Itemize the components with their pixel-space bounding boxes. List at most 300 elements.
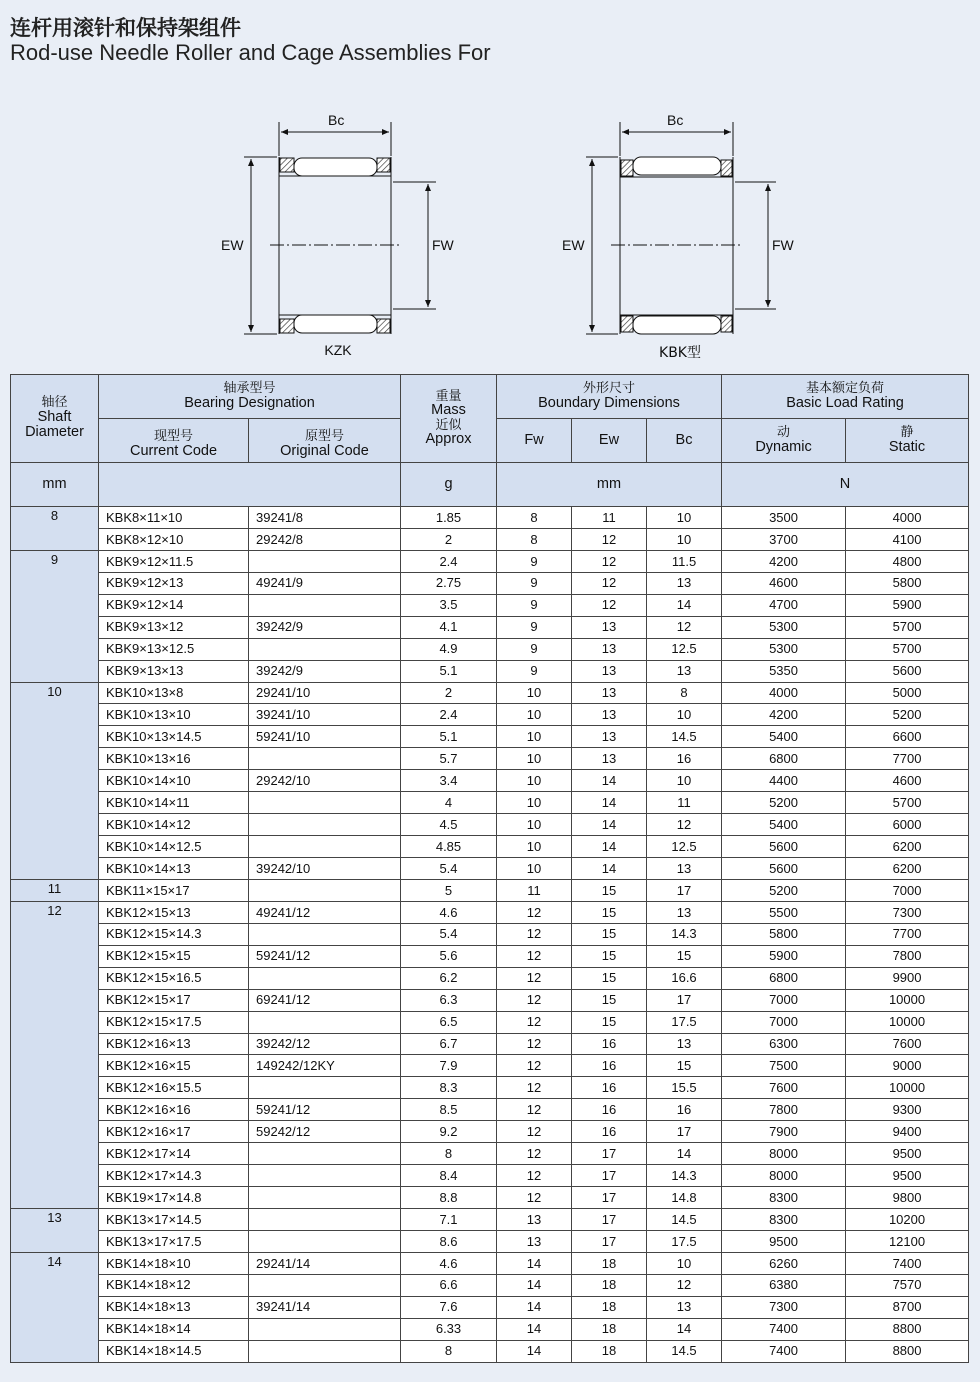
- bc-cell: 10: [647, 1252, 722, 1274]
- dynamic-cell: 5900: [722, 945, 846, 967]
- ew-cell: 12: [572, 572, 647, 594]
- static-cell: 9400: [846, 1121, 969, 1143]
- header-bearing-designation: 轴承型号 Bearing Designation: [99, 375, 401, 419]
- fw-cell: 10: [497, 792, 572, 814]
- bc-cell: 13: [647, 1296, 722, 1318]
- static-cell: 6000: [846, 814, 969, 836]
- fw-cell: 12: [497, 1099, 572, 1121]
- kzk-diagram: [244, 122, 436, 334]
- table-row: [11, 704, 969, 726]
- bc-cell: 10: [647, 770, 722, 792]
- current-code-cell: KBK12×15×17: [99, 989, 249, 1011]
- dynamic-cell: 6380: [722, 1274, 846, 1296]
- kzk-fw-label: FW: [432, 237, 454, 253]
- mass-cell: 5.6: [401, 945, 497, 967]
- static-cell: 9000: [846, 1055, 969, 1077]
- ew-cell: 17: [572, 1143, 647, 1165]
- fw-cell: 8: [497, 528, 572, 550]
- header-current-code: 现型号 Current Code: [99, 419, 249, 463]
- header-dynamic: 动 Dynamic: [722, 419, 846, 463]
- header-shaft-diameter: 轴径 Shaft Diameter: [11, 375, 99, 463]
- mass-cell: 2.4: [401, 704, 497, 726]
- bc-cell: 11.5: [647, 550, 722, 572]
- current-code-cell: KBK12×15×14.3: [99, 923, 249, 945]
- dynamic-cell: 5800: [722, 923, 846, 945]
- dynamic-cell: 9500: [722, 1230, 846, 1252]
- shaft-diameter-cell: 11: [11, 879, 99, 901]
- fw-cell: 12: [497, 1011, 572, 1033]
- dynamic-cell: 5200: [722, 879, 846, 901]
- bc-cell: 12.5: [647, 836, 722, 858]
- ew-cell: 12: [572, 594, 647, 616]
- static-cell: 7700: [846, 923, 969, 945]
- current-code-cell: KBK9×12×11.5: [99, 550, 249, 572]
- fw-cell: 14: [497, 1318, 572, 1340]
- fw-cell: 12: [497, 989, 572, 1011]
- mass-cell: 6.2: [401, 967, 497, 989]
- static-cell: 5800: [846, 572, 969, 594]
- original-code-cell: [249, 1274, 401, 1296]
- shaft-diameter-cell: 14: [11, 1252, 99, 1362]
- bc-cell: 10: [647, 507, 722, 529]
- page-title-english: Rod-use Needle Roller and Cage Assemblies For: [10, 40, 491, 65]
- mass-cell: 7.6: [401, 1296, 497, 1318]
- static-cell: 10000: [846, 1077, 969, 1099]
- table-row: [11, 1165, 969, 1187]
- original-code-cell: [249, 1318, 401, 1340]
- original-code-cell: 29242/10: [249, 770, 401, 792]
- header-mass: 重量 Mass 近似 Approx: [401, 375, 497, 463]
- static-cell: 9500: [846, 1165, 969, 1187]
- static-cell: 6200: [846, 858, 969, 880]
- bc-cell: 14.3: [647, 923, 722, 945]
- bc-cell: 14.5: [647, 1209, 722, 1231]
- dynamic-cell: 8300: [722, 1187, 846, 1209]
- bc-cell: 12: [647, 814, 722, 836]
- current-code-cell: KBK9×12×14: [99, 594, 249, 616]
- fw-cell: 12: [497, 923, 572, 945]
- original-code-cell: [249, 1165, 401, 1187]
- ew-cell: 16: [572, 1099, 647, 1121]
- header-original-code: 原型号 Original Code: [249, 419, 401, 463]
- original-code-cell: [249, 1209, 401, 1231]
- current-code-cell: KBK14×18×14: [99, 1318, 249, 1340]
- bc-cell: 17: [647, 1121, 722, 1143]
- table-row: [11, 1296, 969, 1318]
- shaft-diameter-cell: 10: [11, 682, 99, 879]
- table-row: [11, 1033, 969, 1055]
- static-cell: 8800: [846, 1318, 969, 1340]
- header-unit-load: N: [722, 463, 969, 507]
- current-code-cell: KBK10×14×10: [99, 770, 249, 792]
- table-row: [11, 901, 969, 923]
- ew-cell: 18: [572, 1318, 647, 1340]
- table-row: [11, 1209, 969, 1231]
- mass-cell: 2: [401, 528, 497, 550]
- fw-cell: 12: [497, 1187, 572, 1209]
- table-row: [11, 682, 969, 704]
- bc-cell: 16: [647, 1099, 722, 1121]
- current-code-cell: KBK14×18×14.5: [99, 1340, 249, 1362]
- header-fw: Fw: [497, 419, 572, 463]
- original-code-cell: [249, 1143, 401, 1165]
- fw-cell: 14: [497, 1296, 572, 1318]
- header-boundary-dimensions: 外形尺寸 Boundary Dimensions: [497, 375, 722, 419]
- static-cell: 8800: [846, 1340, 969, 1362]
- dynamic-cell: 6300: [722, 1033, 846, 1055]
- header-bc: Bc: [647, 419, 722, 463]
- kbk-bc-label: Bc: [667, 112, 684, 128]
- static-cell: 5700: [846, 616, 969, 638]
- ew-cell: 15: [572, 989, 647, 1011]
- ew-cell: 13: [572, 616, 647, 638]
- table-row: [11, 660, 969, 682]
- fw-cell: 10: [497, 682, 572, 704]
- original-code-cell: [249, 1187, 401, 1209]
- fw-cell: 10: [497, 704, 572, 726]
- static-cell: 9900: [846, 967, 969, 989]
- original-code-cell: [249, 638, 401, 660]
- ew-cell: 15: [572, 945, 647, 967]
- dynamic-cell: 7000: [722, 989, 846, 1011]
- table-row: [11, 550, 969, 572]
- ew-cell: 13: [572, 682, 647, 704]
- table-row: [11, 1143, 969, 1165]
- mass-cell: 3.4: [401, 770, 497, 792]
- table-row: [11, 572, 969, 594]
- mass-cell: 8: [401, 1340, 497, 1362]
- bc-cell: 14.3: [647, 1165, 722, 1187]
- kzk-bc-label: Bc: [328, 112, 345, 128]
- mass-cell: 8.5: [401, 1099, 497, 1121]
- ew-cell: 18: [572, 1340, 647, 1362]
- table-row: [11, 748, 969, 770]
- dynamic-cell: 5600: [722, 858, 846, 880]
- kzk-diagram-label: KZK: [324, 342, 352, 358]
- dynamic-cell: 8300: [722, 1209, 846, 1231]
- ew-cell: 12: [572, 528, 647, 550]
- current-code-cell: KBK13×17×17.5: [99, 1230, 249, 1252]
- header-unit-dimensions: mm: [497, 463, 722, 507]
- bc-cell: 14.8: [647, 1187, 722, 1209]
- table-row: [11, 1121, 969, 1143]
- current-code-cell: KBK10×14×11: [99, 792, 249, 814]
- bc-cell: 11: [647, 792, 722, 814]
- original-code-cell: [249, 550, 401, 572]
- ew-cell: 13: [572, 660, 647, 682]
- original-code-cell: 29241/10: [249, 682, 401, 704]
- dynamic-cell: 4400: [722, 770, 846, 792]
- original-code-cell: 39241/10: [249, 704, 401, 726]
- header-unit-shaft: mm: [11, 463, 99, 507]
- current-code-cell: KBK12×17×14: [99, 1143, 249, 1165]
- dynamic-cell: 4000: [722, 682, 846, 704]
- kbk-diagram: [586, 122, 776, 334]
- static-cell: 10200: [846, 1209, 969, 1231]
- mass-cell: 5.7: [401, 748, 497, 770]
- original-code-cell: 59242/12: [249, 1121, 401, 1143]
- original-code-cell: [249, 879, 401, 901]
- fw-cell: 14: [497, 1340, 572, 1362]
- original-code-cell: 49241/9: [249, 572, 401, 594]
- shaft-diameter-cell: 13: [11, 1209, 99, 1253]
- table-row: [11, 770, 969, 792]
- fw-cell: 10: [497, 726, 572, 748]
- original-code-cell: 39242/9: [249, 660, 401, 682]
- fw-cell: 10: [497, 814, 572, 836]
- original-code-cell: 29242/8: [249, 528, 401, 550]
- static-cell: 5700: [846, 638, 969, 660]
- original-code-cell: [249, 814, 401, 836]
- original-code-cell: [249, 748, 401, 770]
- mass-cell: 6.5: [401, 1011, 497, 1033]
- fw-cell: 12: [497, 1077, 572, 1099]
- bc-cell: 15: [647, 945, 722, 967]
- dynamic-cell: 4200: [722, 550, 846, 572]
- bc-cell: 8: [647, 682, 722, 704]
- ew-cell: 15: [572, 967, 647, 989]
- dynamic-cell: 6800: [722, 967, 846, 989]
- bc-cell: 15: [647, 1055, 722, 1077]
- mass-cell: 6.33: [401, 1318, 497, 1340]
- original-code-cell: 39241/8: [249, 507, 401, 529]
- dynamic-cell: 5600: [722, 836, 846, 858]
- static-cell: 7300: [846, 901, 969, 923]
- dynamic-cell: 7300: [722, 1296, 846, 1318]
- fw-cell: 12: [497, 901, 572, 923]
- current-code-cell: KBK10×13×10: [99, 704, 249, 726]
- original-code-cell: 69241/12: [249, 989, 401, 1011]
- fw-cell: 10: [497, 858, 572, 880]
- static-cell: 6600: [846, 726, 969, 748]
- fw-cell: 12: [497, 945, 572, 967]
- table-row: [11, 1099, 969, 1121]
- table-row: [11, 1077, 969, 1099]
- dynamic-cell: 8000: [722, 1143, 846, 1165]
- current-code-cell: KBK14×18×10: [99, 1252, 249, 1274]
- ew-cell: 14: [572, 858, 647, 880]
- dynamic-cell: 4600: [722, 572, 846, 594]
- current-code-cell: KBK9×13×13: [99, 660, 249, 682]
- static-cell: 5700: [846, 792, 969, 814]
- table-row: [11, 1011, 969, 1033]
- static-cell: 6200: [846, 836, 969, 858]
- fw-cell: 12: [497, 1033, 572, 1055]
- ew-cell: 17: [572, 1230, 647, 1252]
- mass-cell: 4.9: [401, 638, 497, 660]
- fw-cell: 9: [497, 638, 572, 660]
- bc-cell: 15.5: [647, 1077, 722, 1099]
- table-row: [11, 638, 969, 660]
- dynamic-cell: 3500: [722, 507, 846, 529]
- current-code-cell: KBK9×13×12: [99, 616, 249, 638]
- static-cell: 7600: [846, 1033, 969, 1055]
- table-row: [11, 836, 969, 858]
- dynamic-cell: 5400: [722, 814, 846, 836]
- current-code-cell: KBK12×16×13: [99, 1033, 249, 1055]
- table-row: [11, 616, 969, 638]
- current-code-cell: KBK19×17×14.8: [99, 1187, 249, 1209]
- dynamic-cell: 7400: [722, 1340, 846, 1362]
- mass-cell: 9.2: [401, 1121, 497, 1143]
- ew-cell: 16: [572, 1055, 647, 1077]
- original-code-cell: [249, 1230, 401, 1252]
- fw-cell: 12: [497, 1055, 572, 1077]
- bc-cell: 13: [647, 572, 722, 594]
- bc-cell: 14.5: [647, 726, 722, 748]
- current-code-cell: KBK10×13×8: [99, 682, 249, 704]
- table-row: [11, 879, 969, 901]
- static-cell: 7570: [846, 1274, 969, 1296]
- mass-cell: 2: [401, 682, 497, 704]
- bc-cell: 14: [647, 1143, 722, 1165]
- static-cell: 7000: [846, 879, 969, 901]
- bc-cell: 17: [647, 989, 722, 1011]
- dynamic-cell: 4700: [722, 594, 846, 616]
- bc-cell: 14: [647, 594, 722, 616]
- ew-cell: 13: [572, 748, 647, 770]
- mass-cell: 4: [401, 792, 497, 814]
- ew-cell: 17: [572, 1209, 647, 1231]
- bc-cell: 10: [647, 528, 722, 550]
- current-code-cell: KBK12×15×15: [99, 945, 249, 967]
- mass-cell: 6.3: [401, 989, 497, 1011]
- mass-cell: 5.1: [401, 660, 497, 682]
- current-code-cell: KBK10×13×14.5: [99, 726, 249, 748]
- ew-cell: 16: [572, 1033, 647, 1055]
- mass-cell: 6.6: [401, 1274, 497, 1296]
- kbk-diagram-label: KBK型: [659, 345, 701, 361]
- original-code-cell: 59241/10: [249, 726, 401, 748]
- page-title-chinese: 连杆用滚针和保持架组件: [10, 16, 241, 40]
- table-row: [11, 1274, 969, 1296]
- header-basic-load-rating: 基本额定负荷 Basic Load Rating: [722, 375, 969, 419]
- fw-cell: 9: [497, 550, 572, 572]
- mass-cell: 7.9: [401, 1055, 497, 1077]
- ew-cell: 18: [572, 1274, 647, 1296]
- header-ew: Ew: [572, 419, 647, 463]
- table-row: [11, 1318, 969, 1340]
- fw-cell: 14: [497, 1274, 572, 1296]
- current-code-cell: KBK12×16×15.5: [99, 1077, 249, 1099]
- dynamic-cell: 4200: [722, 704, 846, 726]
- original-code-cell: [249, 923, 401, 945]
- ew-cell: 18: [572, 1252, 647, 1274]
- table-row: [11, 1055, 969, 1077]
- header-static: 静 Static: [846, 419, 969, 463]
- mass-cell: 4.6: [401, 901, 497, 923]
- static-cell: 5200: [846, 704, 969, 726]
- current-code-cell: KBK8×11×10: [99, 507, 249, 529]
- static-cell: 5000: [846, 682, 969, 704]
- kzk-ew-label: EW: [221, 237, 244, 253]
- fw-cell: 12: [497, 1121, 572, 1143]
- bc-cell: 16.6: [647, 967, 722, 989]
- kbk-fw-label: FW: [772, 237, 794, 253]
- original-code-cell: [249, 594, 401, 616]
- mass-cell: 5.1: [401, 726, 497, 748]
- bc-cell: 14: [647, 1318, 722, 1340]
- fw-cell: 10: [497, 770, 572, 792]
- bc-cell: 13: [647, 660, 722, 682]
- specification-table: [10, 374, 969, 1363]
- fw-cell: 10: [497, 836, 572, 858]
- ew-cell: 18: [572, 1296, 647, 1318]
- table-row: [11, 967, 969, 989]
- original-code-cell: 39242/12: [249, 1033, 401, 1055]
- mass-cell: 8: [401, 1143, 497, 1165]
- table-row: [11, 945, 969, 967]
- shaft-diameter-cell: 12: [11, 901, 99, 1208]
- table-row: [11, 1230, 969, 1252]
- static-cell: 8700: [846, 1296, 969, 1318]
- fw-cell: 13: [497, 1230, 572, 1252]
- header-unit-mass: g: [401, 463, 497, 507]
- dynamic-cell: 7000: [722, 1011, 846, 1033]
- bearing-diagrams: [0, 100, 980, 370]
- dynamic-cell: 8000: [722, 1165, 846, 1187]
- mass-cell: 3.5: [401, 594, 497, 616]
- current-code-cell: KBK12×15×17.5: [99, 1011, 249, 1033]
- original-code-cell: [249, 1011, 401, 1033]
- fw-cell: 9: [497, 594, 572, 616]
- static-cell: 4800: [846, 550, 969, 572]
- fw-cell: 9: [497, 616, 572, 638]
- bc-cell: 13: [647, 1033, 722, 1055]
- ew-cell: 17: [572, 1187, 647, 1209]
- bc-cell: 10: [647, 704, 722, 726]
- dynamic-cell: 7900: [722, 1121, 846, 1143]
- current-code-cell: KBK12×16×17: [99, 1121, 249, 1143]
- current-code-cell: KBK9×12×13: [99, 572, 249, 594]
- fw-cell: 12: [497, 1165, 572, 1187]
- static-cell: 4100: [846, 528, 969, 550]
- dynamic-cell: 3700: [722, 528, 846, 550]
- table-row: [11, 923, 969, 945]
- ew-cell: 13: [572, 704, 647, 726]
- mass-cell: 8.3: [401, 1077, 497, 1099]
- dynamic-cell: 5200: [722, 792, 846, 814]
- dynamic-cell: 7400: [722, 1318, 846, 1340]
- static-cell: 9500: [846, 1143, 969, 1165]
- static-cell: 5600: [846, 660, 969, 682]
- static-cell: 12100: [846, 1230, 969, 1252]
- current-code-cell: KBK13×17×14.5: [99, 1209, 249, 1231]
- dynamic-cell: 5300: [722, 616, 846, 638]
- dynamic-cell: 5350: [722, 660, 846, 682]
- original-code-cell: [249, 1077, 401, 1099]
- ew-cell: 16: [572, 1077, 647, 1099]
- static-cell: 7800: [846, 945, 969, 967]
- ew-cell: 15: [572, 901, 647, 923]
- table-row: [11, 858, 969, 880]
- static-cell: 7400: [846, 1252, 969, 1274]
- kbk-ew-label: EW: [562, 237, 585, 253]
- original-code-cell: 29241/14: [249, 1252, 401, 1274]
- bearing-diagram-drawing: [0, 100, 980, 370]
- dynamic-cell: 5300: [722, 638, 846, 660]
- current-code-cell: KBK11×15×17: [99, 879, 249, 901]
- mass-cell: 4.85: [401, 836, 497, 858]
- current-code-cell: KBK12×15×13: [99, 901, 249, 923]
- ew-cell: 14: [572, 770, 647, 792]
- bc-cell: 14.5: [647, 1340, 722, 1362]
- fw-cell: 12: [497, 967, 572, 989]
- dynamic-cell: 6800: [722, 748, 846, 770]
- current-code-cell: KBK14×18×12: [99, 1274, 249, 1296]
- current-code-cell: KBK12×16×16: [99, 1099, 249, 1121]
- original-code-cell: [249, 967, 401, 989]
